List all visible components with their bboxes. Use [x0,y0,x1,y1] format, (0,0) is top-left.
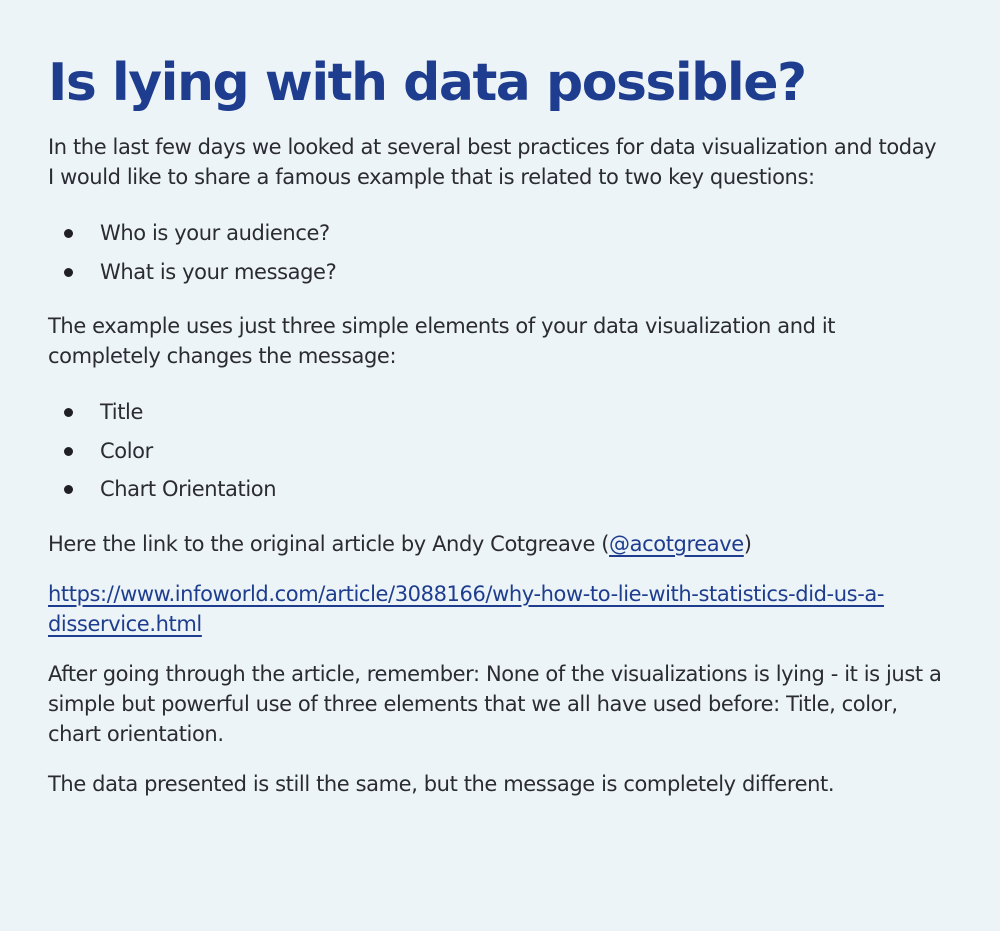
list-item-text: Title [100,400,144,424]
reminder-paragraph: After going through the article, remember: None of the visualizations is lying - it is just a simple but powerful use of three elements that we all have used before: Title, color, chart orientation. [48,661,942,746]
list-item [100,393,948,432]
elements-list [48,393,948,509]
example-paragraph: The example uses just three simple elements of your data visualization and it completely changes the message: [48,314,836,368]
bullet-icon [64,447,73,456]
bullet-icon [64,229,73,238]
page-title: Is lying with data possible? [48,53,806,113]
link-intro-text: Here the link to the original article by Andy Cotgreave ( [48,531,610,556]
link-intro-paragraph [48,529,948,559]
list-item [100,432,948,471]
list-item-text: Chart Orientation [100,477,277,501]
bullet-icon [64,268,73,277]
link-intro-close: ) [743,531,752,556]
list-item [100,470,948,509]
list-item-text: What is your message? [100,259,337,284]
list-item [100,253,948,292]
bullet-icon [64,485,73,494]
list-item [100,214,948,253]
article-url-link[interactable]: https://www.infoworld.com/article/3088166/why-how-to-lie-with-statistics-did-us-a-disservice.html [48,581,885,636]
list-item-text: Who is your audience? [100,221,330,245]
list-item-text: Color [100,438,153,463]
author-handle-link[interactable]: @acotgreave [609,531,744,556]
intro-paragraph: In the last few days we looked at several best practices for data visualization and today I would like to share a famous example that is related to two key questions: [48,135,937,189]
article-link-paragraph [48,579,948,639]
bullet-icon [64,408,73,417]
questions-list [48,214,948,291]
conclusion-paragraph: The data presented is still the same, but the message is completely different. [48,771,835,796]
